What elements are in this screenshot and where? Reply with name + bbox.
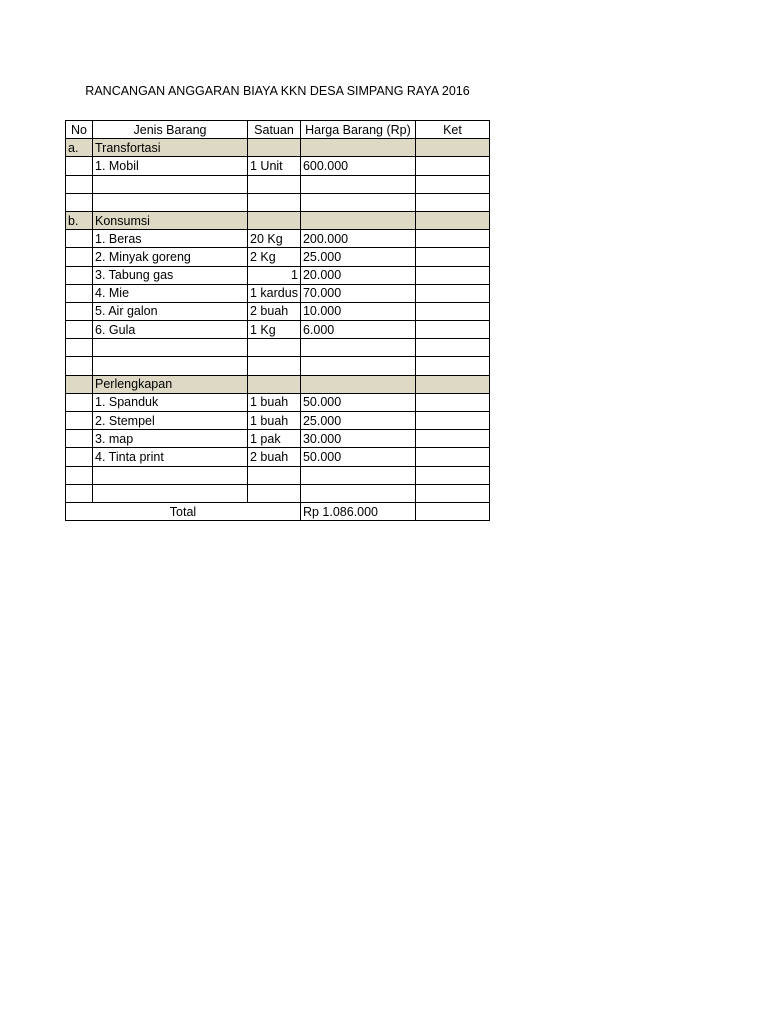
cell	[66, 248, 93, 266]
section-no: b.	[66, 211, 93, 229]
item-ket	[415, 284, 489, 302]
section-name: Konsumsi	[93, 211, 248, 229]
cell	[66, 357, 93, 375]
table-row	[66, 430, 490, 448]
total-value: Rp 1.086.000	[300, 502, 415, 520]
cell	[415, 211, 489, 229]
total-ket	[415, 502, 489, 520]
item-satuan: 1 buah	[248, 393, 301, 411]
item-harga: 30.000	[300, 430, 415, 448]
empty-row	[66, 339, 490, 357]
item-name: 2. Stempel	[93, 412, 248, 430]
cell	[93, 466, 248, 484]
item-satuan: 1 kardus	[248, 284, 301, 302]
cell	[66, 393, 93, 411]
item-ket	[415, 321, 489, 339]
cell	[415, 193, 489, 211]
item-harga: 6.000	[300, 321, 415, 339]
table-row	[66, 393, 490, 411]
section-row-perlengkapan	[66, 375, 490, 393]
cell	[248, 175, 301, 193]
empty-row	[66, 193, 490, 211]
cell	[93, 193, 248, 211]
total-row	[66, 502, 490, 520]
table-row	[66, 248, 490, 266]
cell	[66, 284, 93, 302]
item-name: 6. Gula	[93, 321, 248, 339]
cell	[66, 484, 93, 502]
item-name: 1. Beras	[93, 230, 248, 248]
cell	[415, 484, 489, 502]
cell	[300, 139, 415, 157]
cell	[66, 175, 93, 193]
table-row	[66, 266, 490, 284]
item-ket	[415, 393, 489, 411]
cell	[66, 321, 93, 339]
cell	[248, 139, 301, 157]
item-satuan: 2 Kg	[248, 248, 301, 266]
item-satuan: 1 Unit	[248, 157, 301, 175]
item-ket	[415, 302, 489, 320]
cell	[248, 339, 301, 357]
item-name: 4. Tinta print	[93, 448, 248, 466]
section-name: Perlengkapan	[93, 375, 248, 393]
empty-row	[66, 484, 490, 502]
cell	[300, 484, 415, 502]
item-satuan: 1 buah	[248, 412, 301, 430]
cell	[248, 375, 301, 393]
table-row	[66, 302, 490, 320]
item-harga: 600.000	[300, 157, 415, 175]
cell	[248, 484, 301, 502]
section-row-transfortasi	[66, 139, 490, 157]
item-ket	[415, 412, 489, 430]
table-row	[66, 230, 490, 248]
cell	[300, 339, 415, 357]
item-name: 1. Mobil	[93, 157, 248, 175]
cell	[93, 357, 248, 375]
item-harga: 50.000	[300, 393, 415, 411]
item-name: 5. Air galon	[93, 302, 248, 320]
cell	[66, 466, 93, 484]
section-name: Transfortasi	[93, 139, 248, 157]
item-harga: 200.000	[300, 230, 415, 248]
cell	[66, 448, 93, 466]
table-row	[66, 321, 490, 339]
cell	[248, 357, 301, 375]
section-no	[66, 375, 93, 393]
header-satuan: Satuan	[248, 121, 301, 139]
cell	[300, 211, 415, 229]
cell	[248, 466, 301, 484]
total-label: Total	[66, 502, 301, 520]
item-harga: 25.000	[300, 412, 415, 430]
cell	[300, 466, 415, 484]
cell	[66, 430, 93, 448]
header-ket: Ket	[415, 121, 489, 139]
item-satuan: 2 buah	[248, 302, 301, 320]
table-row	[66, 284, 490, 302]
item-satuan: 1 Kg	[248, 321, 301, 339]
cell	[66, 193, 93, 211]
cell	[66, 230, 93, 248]
table-row	[66, 412, 490, 430]
item-ket	[415, 266, 489, 284]
item-harga: 20.000	[300, 266, 415, 284]
cell	[93, 339, 248, 357]
item-name: 3. Tabung gas	[93, 266, 248, 284]
cell	[248, 193, 301, 211]
item-satuan: 1	[248, 266, 301, 284]
cell	[300, 375, 415, 393]
table-row	[66, 157, 490, 175]
item-harga: 50.000	[300, 448, 415, 466]
budget-table	[65, 120, 490, 521]
cell	[415, 375, 489, 393]
empty-row	[66, 466, 490, 484]
item-satuan: 1 pak	[248, 430, 301, 448]
cell	[300, 175, 415, 193]
cell	[93, 175, 248, 193]
item-satuan: 2 buah	[248, 448, 301, 466]
item-harga: 25.000	[300, 248, 415, 266]
cell	[415, 466, 489, 484]
cell	[93, 484, 248, 502]
item-name: 3. map	[93, 430, 248, 448]
item-ket	[415, 157, 489, 175]
item-satuan: 20 Kg	[248, 230, 301, 248]
cell	[415, 339, 489, 357]
cell	[66, 302, 93, 320]
cell	[415, 357, 489, 375]
document-title: RANCANGAN ANGGARAN BIAYA KKN DESA SIMPANG RAYA 2016	[85, 84, 470, 98]
item-name: 1. Spanduk	[93, 393, 248, 411]
item-name: 2. Minyak goreng	[93, 248, 248, 266]
cell	[300, 193, 415, 211]
item-ket	[415, 430, 489, 448]
empty-row	[66, 357, 490, 375]
cell	[415, 139, 489, 157]
table-row	[66, 448, 490, 466]
item-ket	[415, 448, 489, 466]
section-no: a.	[66, 139, 93, 157]
item-ket	[415, 230, 489, 248]
item-harga: 70.000	[300, 284, 415, 302]
item-ket	[415, 248, 489, 266]
cell	[415, 175, 489, 193]
header-no: No	[66, 121, 93, 139]
cell	[300, 357, 415, 375]
item-harga: 10.000	[300, 302, 415, 320]
cell	[66, 157, 93, 175]
item-name: 4. Mie	[93, 284, 248, 302]
empty-row	[66, 175, 490, 193]
cell	[248, 211, 301, 229]
header-jenis-barang: Jenis Barang	[93, 121, 248, 139]
cell	[66, 266, 93, 284]
cell	[66, 412, 93, 430]
header-row	[66, 121, 490, 139]
cell	[66, 339, 93, 357]
header-harga-barang: Harga Barang (Rp)	[300, 121, 415, 139]
section-row-konsumsi	[66, 211, 490, 229]
